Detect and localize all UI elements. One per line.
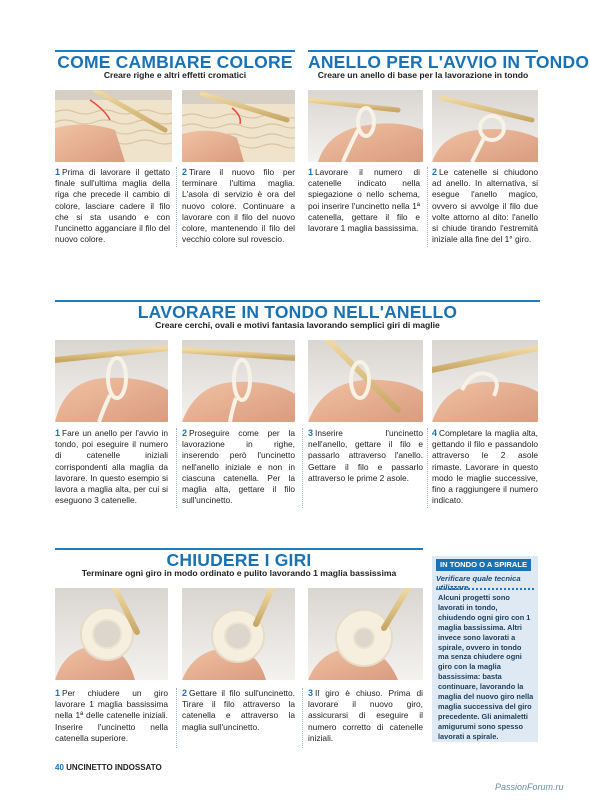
- step-number: 3: [308, 688, 314, 698]
- footer-page-number: [55, 763, 162, 772]
- step-number: 2: [182, 688, 188, 698]
- sidebar-heading: IN TONDO O A SPIRALE: [436, 559, 531, 571]
- step-caption: [308, 428, 423, 484]
- step-text: Prima di lavorare il gettato finale sull'ultima maglia della riga che precede il cambio di colore, lasciare cadere il filo che si sta usando e con l'uncinetto agganciare il filo del nuovo colore.: [55, 167, 170, 245]
- photo-ring-start-step-1: [308, 90, 423, 162]
- photo-change-color-step-1: [55, 90, 172, 162]
- magazine-name: UNCINETTO INDOSSATO: [66, 763, 162, 772]
- step-text: Inserire l'uncinetto nell'anello, gettare il filo e passarlo attraverso l'anello. Gettare il filo e passarlo attraverso le prime 2 asole.: [308, 428, 423, 483]
- step-text: Gettare il filo sull'uncinetto. Tirare il filo attraverso la catenella e attraverso la maglia sull'uncinetto.: [182, 688, 295, 732]
- column-divider: [176, 428, 177, 508]
- column-divider: [176, 688, 177, 748]
- step-caption: [432, 428, 538, 506]
- section-title-close-rounds: CHIUDERE I GIRI: [166, 550, 312, 570]
- step-text: Le catenelle si chiudono ad anello. In alternativa, si esegue l'anello magico, ovvero si avvolge il filo due volte attorno al dito: l'anello si chiude tirando l'estremità iniziale alla fine del 1° giro.: [432, 167, 538, 245]
- step-number: 2: [432, 167, 438, 177]
- page-number: 40: [55, 763, 64, 772]
- step-caption: [182, 167, 295, 245]
- column-divider: [176, 167, 177, 247]
- section-subtitle-close-rounds: Terminare ogni giro in modo ordinato e pulito lavorando 1 maglia bassissima: [81, 568, 397, 578]
- step-number: 2: [182, 428, 188, 438]
- sidebar-body: Alcuni progetti sono lavorati in tondo, chiudendo ogni giro con 1 maglia bassissima. Altri invece sono lavorati a spirale, ovvero in tondo ma senza chiudere ogni giro con la maglia bassissima: basta continuare, lavorando la maglia del nuovo giro nella maglia successiva del giro precedente. Gli animaletti amigurumi sono spesso lavorati a spirale.: [438, 593, 534, 741]
- section-subtitle-ring-start: Creare un anello di base per la lavorazione in tondo: [317, 70, 529, 80]
- step-number: 2: [182, 167, 188, 177]
- step-caption: [308, 688, 423, 744]
- step-text: Proseguire come per la lavorazione in righe, inserendo però l'uncinetto nell'anello iniziale e non in ciascuna catenella. Per la maglia alta, gettare il filo sull'uncinetto.: [182, 428, 295, 506]
- step-number: 1: [308, 167, 314, 177]
- photo-change-color-step-2: [182, 90, 295, 162]
- photo-round-ring-step-4: [432, 340, 538, 422]
- step-caption: [55, 167, 170, 245]
- step-number: 1: [55, 428, 61, 438]
- step-text: Per chiudere un giro lavorare 1 maglia bassissima nella 1ª delle catenelle iniziali. Inserire l'uncinetto nella catenella superiore.: [55, 688, 168, 743]
- photo-close-rounds-step-1: [55, 588, 168, 680]
- step-number: 4: [432, 428, 438, 438]
- sidebar-subheading: Verificare quale tecnica utilizzare: [436, 574, 521, 592]
- section-subtitle-change-color: Creare righe e altri effetti cromatici: [103, 70, 247, 80]
- watermark: PassionForum.ru: [495, 782, 564, 792]
- step-caption: [432, 167, 538, 245]
- photo-close-rounds-step-2: [182, 588, 295, 680]
- photo-round-ring-step-1: [55, 340, 168, 422]
- sidebar-divider: [436, 588, 534, 590]
- step-number: 1: [55, 167, 61, 177]
- column-divider: [302, 428, 303, 508]
- column-divider: [427, 428, 428, 508]
- photo-round-ring-step-2: [182, 340, 295, 422]
- column-divider: [427, 167, 428, 247]
- step-caption: [55, 428, 168, 506]
- section-title-round-ring: LAVORARE IN TONDO NELL'ANELLO: [137, 302, 458, 322]
- step-text: Tirare il nuovo filo per terminare l'ultima maglia. L'asola di servizio è ora del nuovo colore. Continuare a lavorare con il filo del nuovo colore, mantenendo il filo del vecchio colore sul rovescio.: [182, 167, 295, 245]
- step-caption: [308, 167, 420, 234]
- photo-close-rounds-step-3: [308, 588, 423, 680]
- step-caption: [182, 688, 295, 733]
- step-text: Il giro è chiuso. Prima di lavorare il nuovo giro, assicurarsi di eseguire il numero corretto di catenelle iniziali.: [308, 688, 423, 743]
- step-caption: [55, 688, 168, 744]
- section-title-change-color: COME CAMBIARE COLORE: [57, 52, 293, 72]
- section-title-ring-start: ANELLO PER L'AVVIO IN TONDO: [308, 52, 590, 72]
- step-text: Fare un anello per l'avvio in tondo, poi eseguire il numero di catenelle iniziali corrispondenti alla maglia da lavorare. In questo esempio si lavora a maglia alta, per cui si eseguono 3 catenelle.: [55, 428, 168, 506]
- step-text: Completare la maglia alta, gettando il filo e passandolo attraverso le 2 asole rimaste. Lavorare in questo modo le maglie successive, fino a raggiungere il numero indicato.: [432, 428, 538, 506]
- step-text: Lavorare il numero di catenelle indicato nella spiegazione o nello schema, poi inserire l'uncinetto nella 1ª catenella, gettare il filo e lavorare 1 maglia bassissima.: [308, 167, 420, 234]
- step-caption: [182, 428, 295, 506]
- step-number: 1: [55, 688, 61, 698]
- photo-ring-start-step-2: [432, 90, 538, 162]
- section-subtitle-round-ring: Creare cerchi, ovali e motivi fantasia lavorando semplici giri di maglie: [155, 320, 440, 330]
- step-number: 3: [308, 428, 314, 438]
- photo-round-ring-step-3: [308, 340, 423, 422]
- column-divider: [302, 688, 303, 748]
